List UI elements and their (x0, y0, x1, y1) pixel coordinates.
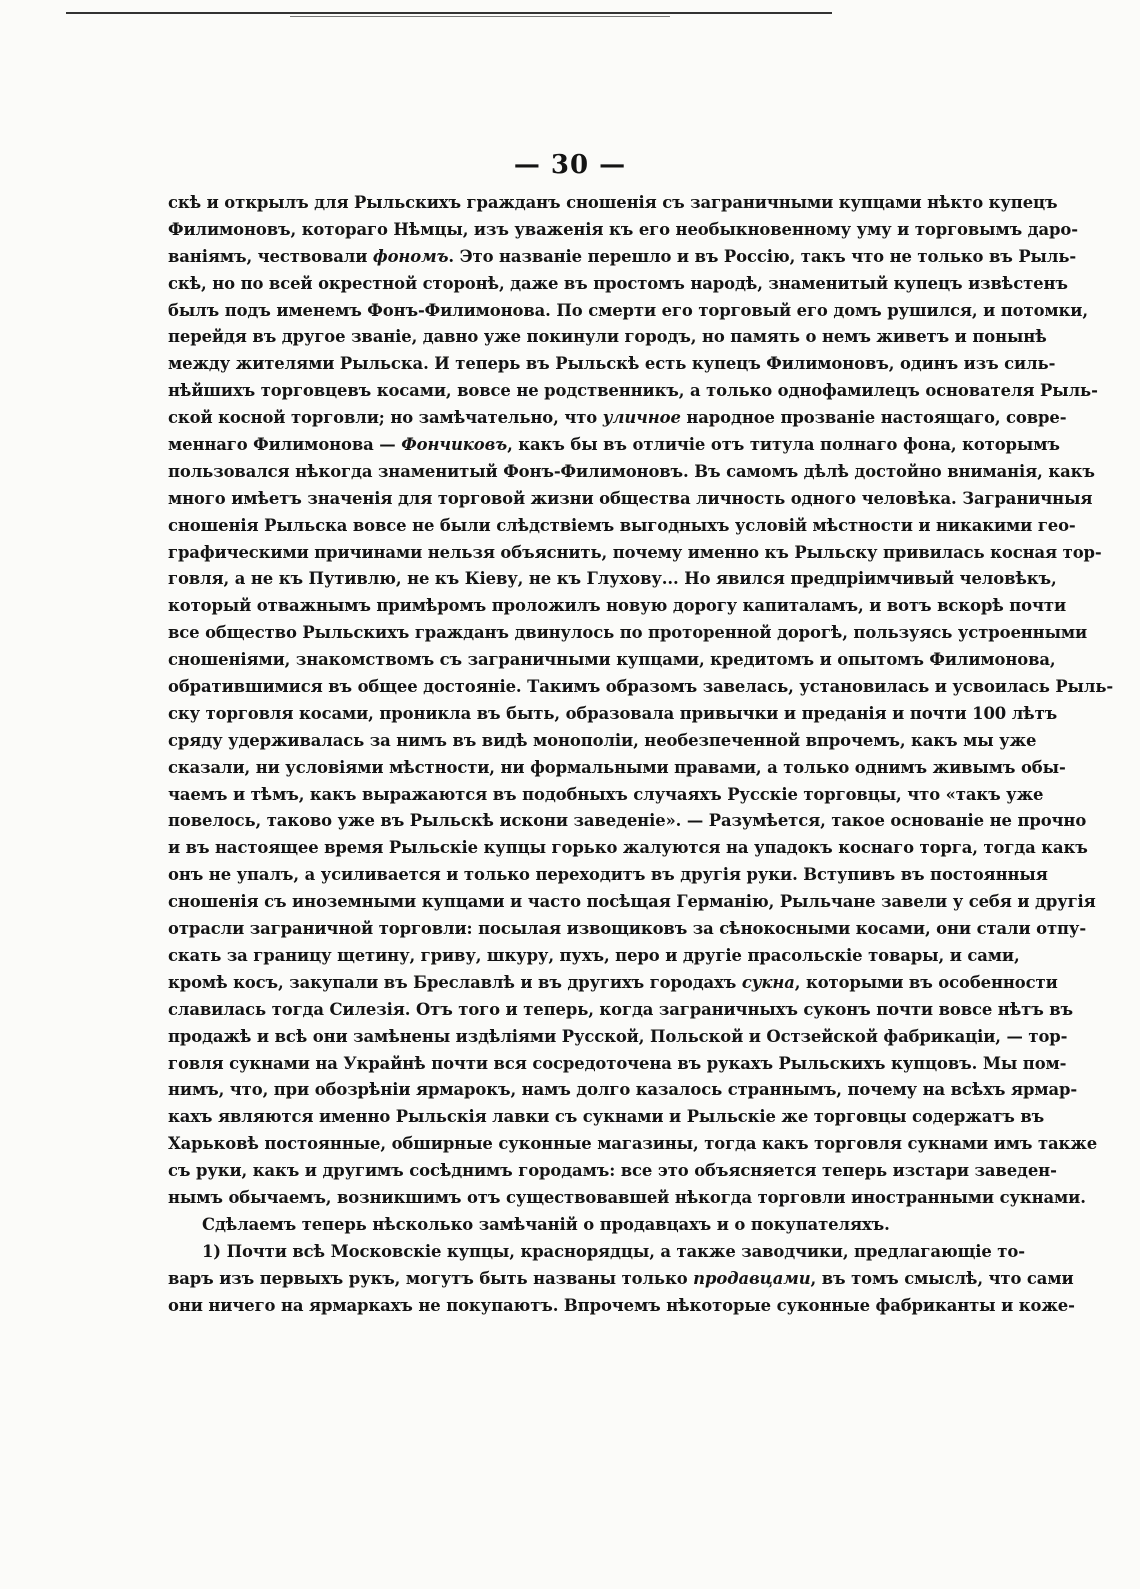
italic-term: фономъ (372, 246, 449, 266)
text-line: кромѣ косъ, закупали въ Бреславлѣ и въ другихъ городахъ сукна, которыми въ особенности (168, 972, 1058, 992)
italic-term: Фончиковъ (401, 435, 508, 455)
text-line: графическими причинами нельзя объяснить, почему именно къ Рыльску привилась косная тор- (168, 542, 1102, 562)
text-line: 1) Почти всѣ Московскіе купцы, краснорядцы, а также заводчики, предлагающіе то- (202, 1241, 1025, 1261)
text-line: нѣйшихъ торговцевъ косами, вовсе не родственникъ, а только однофамилецъ основателя Рыль- (168, 381, 1098, 401)
text-line: продажѣ и всѣ они замѣнены издѣліями Русской, Польской и Остзейской фабрикаціи, — тор- (168, 1026, 1068, 1046)
text-line: скать за границу щетину, гриву, шкуру, пухъ, перо и другіе прасольскіе товары, и сами, (168, 945, 1020, 965)
text-line: обратившимися въ общее достояніе. Такимъ образомъ завелась, установилась и усвоилась Рыль- (168, 677, 1114, 697)
text-line: ваніямъ, чествовали фономъ. Это названіе перешло и въ Россію, такъ что не только въ Рыль- (168, 246, 1077, 266)
text-line: все общество Рыльскихъ гражданъ двинулось по проторенной дорогѣ, пользуясь устроенными (168, 623, 1088, 643)
text-line: между жителями Рыльска. И теперь въ Рыльскѣ есть купецъ Филимоновъ, одинъ изъ силь- (168, 354, 1056, 374)
text-line: сношенія съ иноземными купцами и часто посѣщая Германію, Рыльчане завели у себя и другія (168, 892, 1096, 912)
italic-term: сукна (741, 972, 795, 992)
text-line: меннаго Филимонова — Фончиковъ, какъ бы въ отличіе отъ титула полнаго фона, которымъ (168, 435, 1060, 455)
page-number: — 30 — (513, 150, 627, 180)
text-line: и въ настоящее время Рыльскіе купцы горько жалуются на упадокъ коснаго торга, тогда какъ (168, 838, 1088, 858)
text-line: нимъ, что, при обозрѣніи ярмарокъ, намъ долго казалось страннымъ, почему на всѣхъ ярмар- (168, 1080, 1078, 1100)
italic-term: продавцами (693, 1268, 811, 1288)
text-line: нымъ обычаемъ, возникшимъ отъ существовавшей нѣкогда торговли иностранными сукнами. (168, 1187, 1086, 1207)
text-line: чаемъ и тѣмъ, какъ выражаются въ подобныхъ случаяхъ Русскіе торговцы, что «такъ уже (168, 784, 1044, 804)
text-line: который отважнымъ примѣромъ проложилъ новую дорогу капиталамъ, и вотъ вскорѣ почти (168, 596, 1067, 616)
text-line: скѣ и открылъ для Рыльскихъ гражданъ сношенія съ заграничными купцами нѣкто купецъ (168, 193, 1058, 212)
text-line: они ничего на ярмаркахъ не покупаютъ. Впрочемъ нѣкоторые суконные фабриканты и коже- (168, 1295, 1075, 1315)
text-line: говля сукнами на Украйнѣ почти вся сосредоточена въ рукахъ Рыльскихъ купцовъ. Мы пом- (168, 1053, 1067, 1073)
text-line: кахъ являются именно Рыльскія лавки съ сукнами и Рыльскіе же торговцы содержатъ въ (168, 1107, 1045, 1127)
text-line: съ руки, какъ и другимъ сосѣднимъ городамъ: все это объясняется теперь изстари заведен- (168, 1161, 1057, 1181)
text-line: славилась тогда Силезія. Отъ того и теперь, когда заграничныхъ суконъ почти вовсе нѣтъ въ (168, 999, 1074, 1019)
text-line: варъ изъ первыхъ рукъ, могутъ быть названы только продавцами, въ томъ смыслѣ, что сами (168, 1268, 1074, 1288)
top-border-rule-thin (290, 16, 670, 17)
text-line: отрасли заграничной торговли: посылая извощиковъ за сѣнокосными косами, они стали отпу- (168, 919, 1087, 939)
text-line: много имѣетъ значенія для торговой жизни общества личность одного человѣка. Заграничныя (168, 488, 1093, 508)
text-line: ской косной торговли; но замѣчательно, что уличное народное прозваніе настоящаго, совре- (168, 408, 1067, 428)
text-line: онъ не упалъ, а усиливается и только переходитъ въ другія руки. Вступивъ въ постоянныя (168, 865, 1048, 885)
italic-term: уличное (602, 408, 681, 428)
text-line: пользовался нѣкогда знаменитый Фонъ-Филимоновъ. Въ самомъ дѣлѣ достойно вниманія, какъ (168, 461, 1095, 481)
top-border-rule (66, 12, 832, 14)
text-line: сношеніями, знакомствомъ съ заграничными купцами, кредитомъ и опытомъ Филимонова, (168, 650, 1056, 670)
text-line: Филимоновъ, котораго Нѣмцы, изъ уваженія къ его необыкновенному уму и торговымъ даро- (168, 219, 1078, 239)
text-line: сношенія Рыльска вовсе не были слѣдствіемъ выгодныхъ условій мѣстности и никакими гео- (168, 515, 1076, 535)
text-line: Сдѣлаемъ теперь нѣсколько замѣчаній о продавцахъ и о покупателяхъ. (202, 1214, 890, 1234)
text-line: ску торговля косами, проникла въ быть, образовала привычки и преданія и почти 100 лѣтъ (168, 703, 1058, 723)
text-line: Харьковѣ постоянные, обширные суконные магазины, тогда какъ торговля сукнами имъ также (168, 1134, 1098, 1154)
text-line: сказали, ни условіями мѣстности, ни формальными правами, а только однимъ живымъ обы- (168, 757, 1066, 777)
text-line: говля, а не къ Путивлю, не къ Кіеву, не къ Глухову... Но явился предпріимчивый человѣкъ, (168, 569, 1057, 589)
text-line: былъ подъ именемъ Фонъ-Филимонова. По смерти его торговый его домъ рушился, и потомки, (168, 300, 1088, 320)
text-line: повелось, таково уже въ Рыльскѣ искони заведеніе». — Разумѣется, такое основаніе не прочно (168, 811, 1087, 831)
text-line: сряду удерживалась за нимъ въ видѣ монополіи, необезпеченной впрочемъ, какъ мы уже (168, 730, 1037, 750)
text-line: перейдя въ другое званіе, давно уже покинули городъ, но память о немъ живетъ и понынѣ (168, 327, 1047, 347)
text-line: скѣ, но по всей окрестной сторонѣ, даже въ простомъ народѣ, знаменитый купецъ извѣстенъ (168, 273, 1068, 293)
body-text (168, 190, 1114, 1319)
